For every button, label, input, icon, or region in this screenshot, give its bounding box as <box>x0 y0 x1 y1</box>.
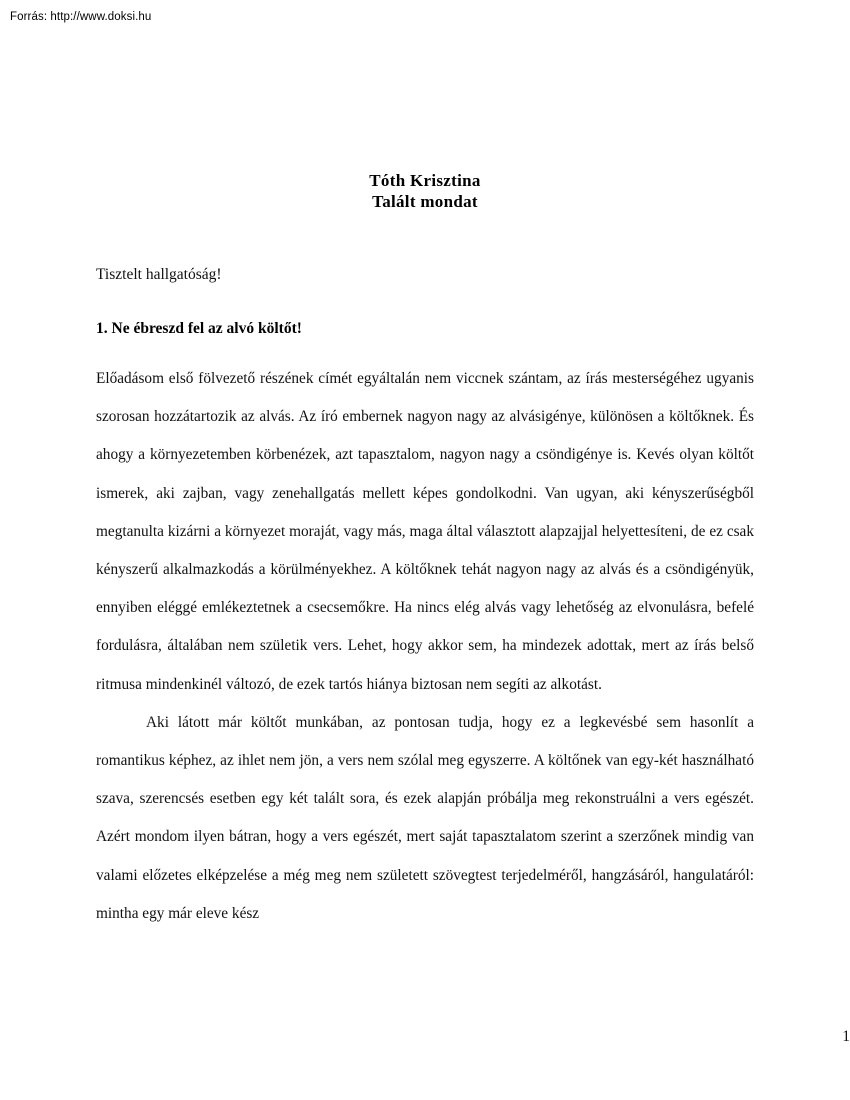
document-title-block <box>96 170 754 212</box>
section-heading-1: 1. Ne ébreszd fel az alvó költőt! <box>96 320 302 337</box>
body-text-region <box>96 360 754 933</box>
source-url-header: Forrás: http://www.doksi.hu <box>10 11 152 23</box>
author-name: Tóth Krisztina <box>369 171 481 190</box>
page-number: 1 <box>842 1028 850 1045</box>
work-title: Talált mondat <box>372 192 478 211</box>
paragraph: Előadásom első fölvezető részének címét egyáltalán nem viccnek szántam, az írás mesterségéhez ugyanis szorosan hozzátartozik az alvás. Az író embernek nagyon nagy az alvásigénye, különösen a költőknek. És ahogy a környezetemben körbenézek, azt tapasztalom, nagyon nagy a csöndigénye is. Kevés olyan költőt ismerek, aki zajban, vagy zenehallgatás mellett képes gondolkodni. Van ugyan, aki kényszerűségből megtanulta kizárni a környezet moraját, vagy más, maga által választott alapzajjal helyettesíteni, de ez csak kényszerű alkalmazkodás a körülményekhez. A költőknek tehát nagyon nagy az alvás és a csöndigényük, ennyiben eléggé emlékeztetnek a csecsemőkre. Ha nincs elég alvás vagy lehetőség az elvonulásra, befelé fordulásra, általában nem születik vers. Lehet, hogy akkor sem, ha mindezek adottak, mert az írás belső ritmusa mindenkinél változó, de ezek tartós hiánya biztosan nem segíti az alkotást. <box>96 370 754 693</box>
salutation-line: Tisztelt hallgatóság! <box>96 266 222 283</box>
paragraph: Aki látott már költőt munkában, az pontosan tudja, hogy ez a legkevésbé sem hasonlít a romantikus képhez, az ihlet nem jön, a vers nem szólal meg egyszerre. A költőnek van egy-két használható szava, szerencsés esetben egy két talált sora, és ezek alapján próbálja meg rekonstruálni a vers egészét. Azért mondom ilyen bátran, hogy a vers egészét, mert saját tapasztalatom szerint a szerzőnek mindig van valami előzetes elképzelése a még meg nem született szövegtest terjedelméről, hangzásáról, hangulatáról: mintha egy már eleve kész <box>96 713 754 922</box>
